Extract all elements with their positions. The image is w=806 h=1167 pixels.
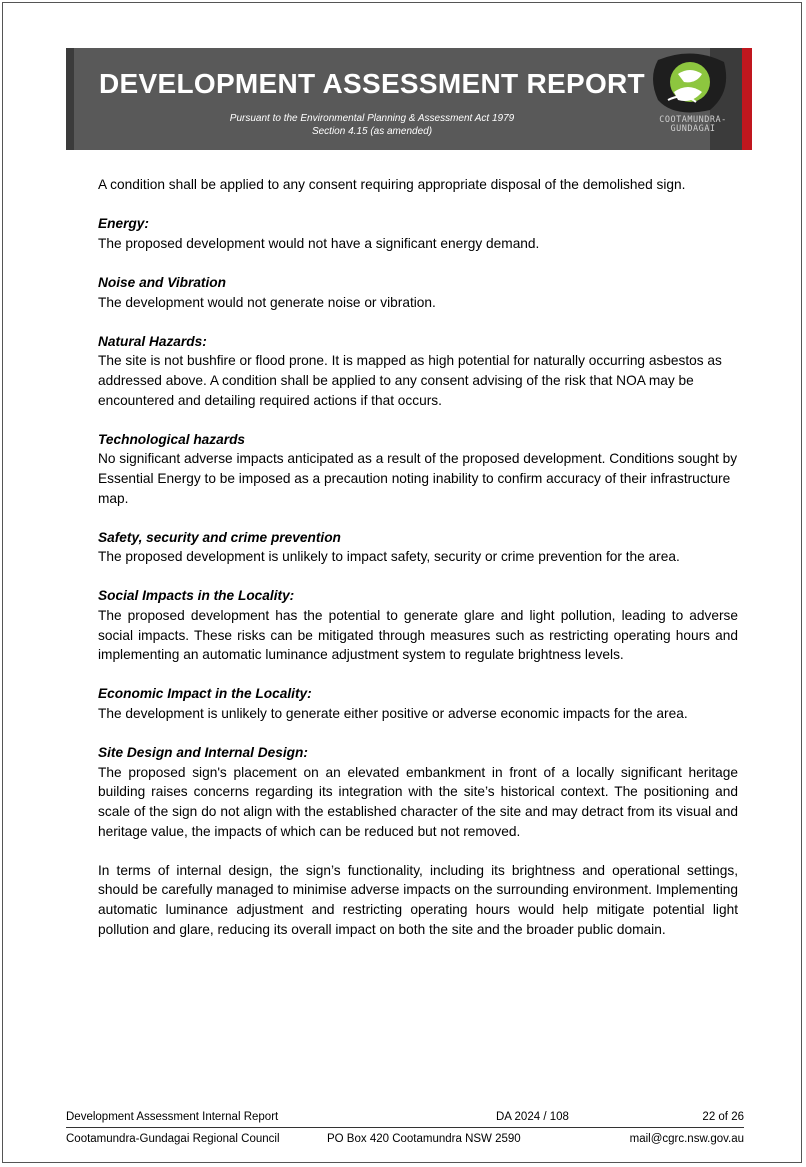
section-heading: Technological hazards (98, 431, 246, 447)
report-header (66, 48, 752, 150)
section-heading: Noise and Vibration (98, 274, 227, 290)
section-text: No significant adverse impacts anticipated as a result of the proposed development. Conditions sought by Essential Energy to be imposed as a precaution noting inability to confirm accuracy of their infrastructure map. (98, 451, 738, 506)
footer-divider (66, 1127, 744, 1128)
report-subtitle-act: Pursuant to the Environmental Planning & Assessment Act 1979 (229, 113, 515, 124)
section-heading: Energy: (98, 216, 149, 232)
footer-da-number: DA 2024 / 108 (496, 1111, 569, 1123)
leaf-logo-icon (644, 52, 742, 116)
report-title: DEVELOPMENT ASSESSMENT REPORT (99, 68, 645, 99)
section-text: The proposed development is unlikely to impact safety, security or crime prevention for the area. (98, 549, 680, 565)
footer-report-name: Development Assessment Internal Report (66, 1111, 279, 1123)
section-text: The proposed sign's placement on an elevated embankment in front of a locally significant heritage building raises concerns regarding its integration with the site’s historical context. The positioning and scale of the sign do not align with the established character of the site and may detract from its visual and heritage value, the impacts of which can be reduced but not removed. (98, 764, 738, 839)
section-heading: Site Design and Internal Design: (98, 745, 308, 761)
section-text: The development is unlikely to generate either positive or adverse economic impacts for the area. (98, 706, 688, 722)
section-text: The proposed development has the potential to generate glare and light pollution, leading to adverse social impacts. These risks can be mitigated through measures such as restricting operating hours and implementing an automatic luminance adjustment system to regulate brightness levels. (98, 608, 738, 663)
section-heading: Economic Impact in the Locality: (98, 686, 312, 702)
intro-paragraph: A condition shall be applied to any consent requiring appropriate disposal of the demolished sign. (98, 177, 686, 192)
council-logo (644, 52, 742, 146)
closing-paragraph: In terms of internal design, the sign’s functionality, including its brightness and operational settings, should be carefully managed to minimise adverse impacts on the surrounding environment. Implementing automatic luminance adjustment and restricting operating hours would help mitigate potential light pollution and glare, reducing its overall impact on both the site and the broader public domain. (98, 862, 738, 937)
report-body (98, 175, 738, 939)
section-text: The proposed development would not have a significant energy demand. (98, 235, 540, 251)
logo-wordmark: COOTAMUNDRA- GUNDAGAI (659, 115, 727, 134)
section-heading: Safety, security and crime prevention (98, 529, 341, 545)
section-heading: Social Impacts in the Locality: (98, 588, 295, 604)
section-text: The site is not bushfire or flood prone. It is mapped as high potential for naturally occurring asbestos as addressed above. A condition shall be applied to any consent advising of the risk that NOA may be encountered and detailing required actions if that occurs. (98, 353, 722, 408)
report-subtitle-section: Section 4.15 (as amended) (311, 126, 433, 137)
header-accent-bar (742, 48, 752, 150)
footer-address: PO Box 420 Cootamundra NSW 2590 (327, 1133, 521, 1145)
header-panel (74, 48, 710, 150)
section-text: The development would not generate noise or vibration. (98, 294, 436, 310)
footer-email: mail@cgrc.nsw.gov.au (629, 1133, 744, 1145)
footer-page-number: 22 of 26 (702, 1111, 744, 1123)
footer-council-name: Cootamundra-Gundagai Regional Council (66, 1133, 280, 1145)
section-heading: Natural Hazards: (98, 333, 207, 349)
